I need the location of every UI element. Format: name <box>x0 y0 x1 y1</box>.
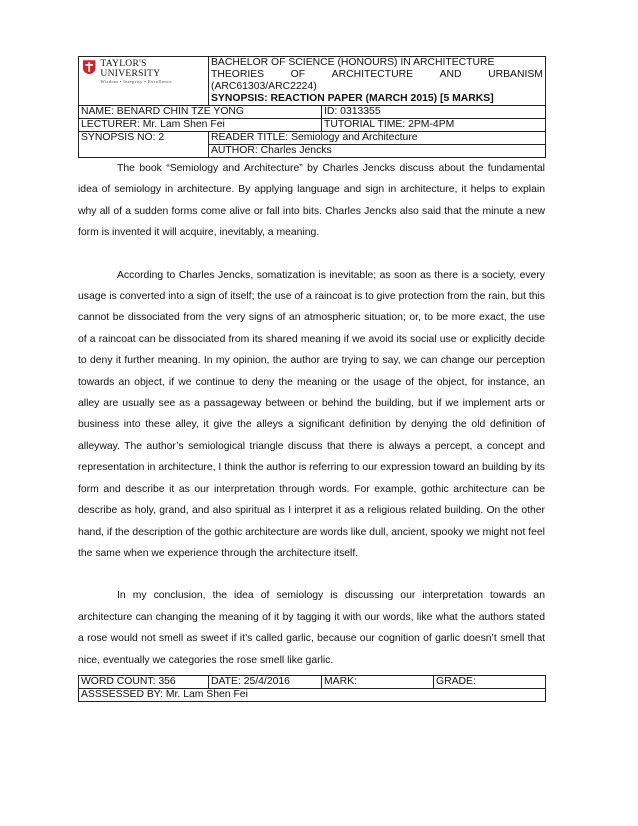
grade-field: GRADE: <box>434 675 546 688</box>
synopsis-title: SYNOPSIS: REACTION PAPER (MARCH 2015) [5 MARKS] <box>211 93 494 104</box>
paragraph-spacer <box>78 244 545 265</box>
programme-title: BACHELOR OF SCIENCE (HONOURS) IN ARCHITECTURE <box>211 57 495 68</box>
logo-cell <box>79 57 209 106</box>
course-word: AND <box>439 69 462 80</box>
assessed-by: ASSSESSED BY: Mr. Lam Shen Fei <box>79 688 546 701</box>
university-tagline: Wisdom • Integrity • Excellence <box>100 79 172 84</box>
header-table <box>78 56 546 158</box>
lecturer: LECTURER: Mr. Lam Shen Fei <box>79 119 322 132</box>
mark-field: MARK: <box>322 675 434 688</box>
body-paragraph: According to Charles Jencks, somatization is inevitable; as soon as there is a society, every usage is converted into a sign of itself; the use of a raincoat is to give protection from the rain, but this cannot be dissociated from the very signs of an atmospheric situation; or, to be more exact, the use of a raincoat can be dissociated from its shared meaning if we avoid its social use or explicitly decide to deny it further meaning. In my opinion, the author are trying to say, we can change our perception towards an object, if we continue to deny the meaning or the usage of the object, for instance, an alley are usually see as a passageway between or behind the building, but if we implement arts or business into these alley, it give the alleys a significant definition by denying the old definition of alleyway. The author’s semiological triangle discuss that there is always a percept, a concept and representation in architecture, I think the author is referring to our expression toward an building by its form and describe it as our interpretation through words. For example, gothic architecture can be describe as holy, grand, and also spiritual as I interpret it as a religious related building. On the other hand, if the description of the gothic architecture are words like dull, ancient, spooky we might not feel the same when we experience through the architecture itself. <box>78 269 545 559</box>
reader-title: READER TITLE: Semiology and Architecture <box>209 132 546 145</box>
document-page <box>78 56 545 702</box>
word-count: WORD COUNT: 356 <box>79 675 209 688</box>
university-crest-icon <box>82 59 96 75</box>
footer-table <box>78 675 546 702</box>
course-word: OF <box>290 69 306 80</box>
course-title <box>211 69 543 81</box>
body-paragraph: In my conclusion, the idea of semiology is discussing our interpretation towards an architecture can changing the meaning of it by tagging it with our words, like what the authors stated a rose would not smell as sweet if it’s called garlic, because our cognition of garlic doesn’t smell that nice, eventually we categories the rose smell like garlic. <box>78 590 545 666</box>
synopsis-number: SYNOPSIS NO: 2 <box>79 132 209 158</box>
submission-date: DATE: 25/4/2016 <box>209 675 322 688</box>
university-logo <box>100 59 205 85</box>
course-word: URBANISM <box>488 69 543 80</box>
paragraph-spacer <box>78 564 545 585</box>
university-name: TAYLOR'S UNIVERSITY <box>100 59 161 79</box>
course-code: (ARC61303/ARC2224) <box>211 81 317 92</box>
synopsis-body <box>78 158 545 671</box>
course-word: THEORIES <box>211 69 265 80</box>
student-name: NAME: BENARD CHIN TZE YONG <box>79 106 322 119</box>
course-word: ARCHITECTURE <box>331 69 414 80</box>
reader-author: AUTHOR: Charles Jencks <box>209 145 546 158</box>
body-paragraph: The book “Semiology and Architecture” by Charles Jencks discuss about the fundamental idea of semiology in architecture. By applying language and sign in architecture, it helps to explain why all of a sudden forms come alive or fall into bits. Charles Jencks also said that the minute a new form is invented it will acquire, inevitably, a meaning. <box>78 163 545 239</box>
student-id: ID: 0313355 <box>322 106 546 119</box>
course-info-cell <box>209 57 546 106</box>
tutorial-time: TUTORIAL TIME: 2PM-4PM <box>322 119 546 132</box>
